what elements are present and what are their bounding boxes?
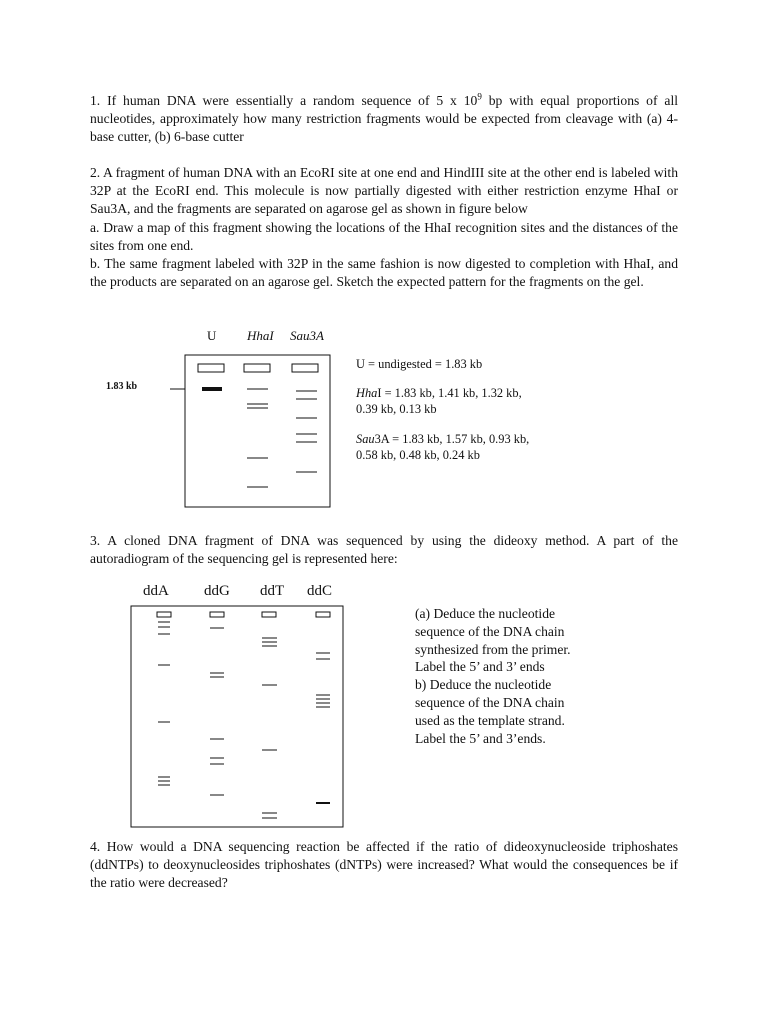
legend-hhai-values-1: = 1.83 kb, 1.41 kb, 1.32 kb, [381, 386, 522, 400]
gel-2-notes [415, 605, 571, 747]
legend-sau3a-suffix: 3A [374, 432, 390, 446]
question-4-text: 4. How would a DNA sequencing reaction be affected if the ratio of dideoxynucleoside triphoshates (ddNTPs) to deoxynucleosides triphoshates (dNTPs) were increased? What would the consequences be if the ratio were decreased? [90, 839, 678, 891]
note-line-3: synthesized from the primer. [415, 641, 571, 657]
band-ddc-7 [316, 802, 330, 804]
note-line-5: b) Deduce the nucleotide [415, 677, 552, 693]
gel-2-lane-label-ddg: ddG [204, 583, 230, 599]
question-3-text: 3. A cloned DNA fragment of DNA was sequenced by using the dideoxy method. A part of the autoradiogram of the sequencing gel is represented here: [90, 533, 678, 567]
question-4 [90, 838, 678, 893]
gel-1-lane-label-sau3a: Sau3A [290, 328, 324, 343]
well-ddt [262, 612, 276, 617]
legend-sau3a-values-1: = 1.83 kb, 1.57 kb, 0.93 kb, [389, 432, 530, 446]
legend-sau3a-name: Sau [356, 432, 375, 446]
gel-1-lane-label-hhai: HhaI [247, 328, 274, 343]
note-line-2: sequence of the DNA chain [415, 623, 565, 639]
legend-hhai-suffix: I [377, 386, 382, 400]
note-line-1: (a) Deduce the nucleotide [415, 606, 556, 621]
gel-2-box [131, 606, 343, 827]
note-line-4: Label the 5’ and 3’ ends [415, 659, 545, 675]
legend-undigested: U = undigested = 1.83 kb [356, 357, 483, 371]
question-1-exponent: 9 [477, 91, 482, 102]
gel-2-lane-label-ddt: ddT [260, 583, 285, 599]
gel-1-lane-label-u: U [207, 328, 217, 343]
legend-hhai-name: Hha [356, 386, 378, 400]
question-2-part-a: a. Draw a map of this fragment showing the locations of the HhaI recognition sites and the distances of the sites from one end. [90, 219, 678, 253]
well-dda [157, 612, 171, 617]
legend-hhai-values-2: 0.39 kb, 0.13 kb [356, 402, 437, 416]
note-line-7: used as the template strand. [415, 712, 565, 728]
gel-1-marker-label: 1.83 kb [106, 381, 138, 392]
well-ddc [316, 612, 330, 617]
gel-2-lane-label-ddc: ddC [307, 583, 333, 599]
gel-2-lane-label-dda: ddA [143, 583, 169, 599]
question-1-text-a: 1. If human DNA were essentially a random sequence of 5 x 10 [90, 93, 478, 108]
question-2-part-b: b. The same fragment labeled with 32P in the same fashion is now digested to completion with HhaI, and the products are separated on an agarose gel. Sketch the expected pattern for the fragments on the gel. [90, 256, 678, 290]
well-ddg [210, 612, 224, 617]
note-line-8: Label the 5’ and 3’ends. [415, 730, 546, 746]
legend-sau3a-values-2: 0.58 kb, 0.48 kb, 0.24 kb [356, 448, 480, 462]
note-line-6: sequence of the DNA chain [415, 694, 565, 710]
question-2-text: 2. A fragment of human DNA with an EcoRI site at one end and HindIII site at the other end is labeled with 32P at the EcoRI end. This molecule is now partially digested with either restriction enzyme HhaI or Sau3A, and the fragments are separated on agarose gel as shown in figure below [90, 165, 678, 217]
question-1-text-b: bp with equal proportions of all nucleotides, approximately how many restriction fragments would be expected from cleavage with (a) 4-base cutter, (b) 6-base cutter [90, 93, 678, 145]
